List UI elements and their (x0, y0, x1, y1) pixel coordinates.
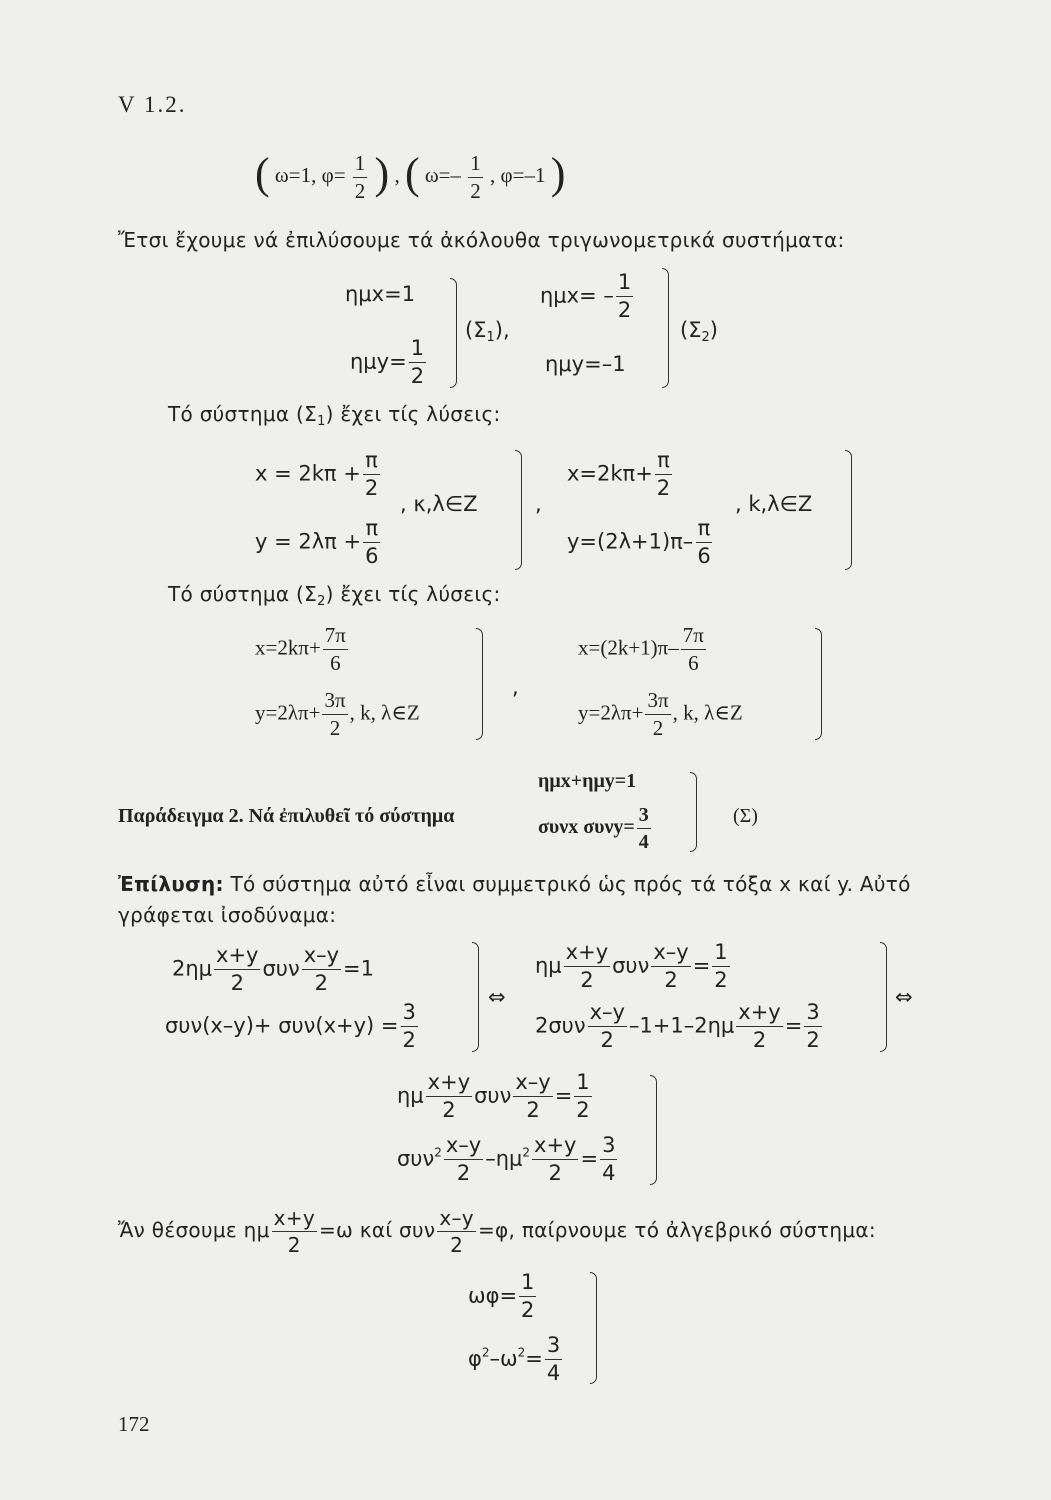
eq-left-row1: 2ημ $\frac{x+y}{2}$ συν $\frac{x-y}{2}$ =1 (172, 943, 375, 995)
sys1-row1: ημx=1 (345, 282, 416, 306)
sys2-label: $(\Sigma_2)$ (680, 318, 718, 345)
brace (450, 278, 457, 388)
alg-row2: $\varphi^2-\omega^2=$ $\frac{3}{4}$ (468, 1333, 561, 1385)
sys1-row2: ημy= $\frac{1}{2}$ (350, 336, 425, 388)
fraction: $\frac{3}{4}$ (602, 1133, 616, 1185)
sol1-right-domain: , k,λ∈Z (735, 492, 813, 516)
fraction: $\frac{1}{2}$ (521, 1270, 535, 1322)
fraction: $\frac{3}{4}$ (546, 1333, 561, 1385)
eq-right-row1: ημ $\frac{x+y}{2}$ συν $\frac{x-y}{2}$ = $\frac{1}{2}$ (535, 940, 728, 992)
pair1-text: ω=1, φ= (274, 163, 346, 187)
sol1-title: Τό σύστημα $(\Sigma_1)$ ἔχει τίς λύσεις: (168, 402, 501, 429)
fraction: $\frac{x-y}{2}$ (439, 1206, 474, 1257)
brace (662, 268, 669, 388)
sol1-right-row1: x=2kπ+ $\frac{\pi}{2}$ (567, 448, 671, 500)
brace (472, 942, 479, 1052)
sol2-left-row2: y=2λπ+ $\frac{3\pi}{2}$ , k, λ∈Z (255, 688, 420, 740)
fraction: $\frac{3}{2}$ (402, 1000, 416, 1052)
sol2-right-row1: x=(2k+1)π– $\frac{7\pi}{6}$ (578, 623, 704, 675)
sol2-comma: , (512, 675, 519, 699)
sys2-row2: ημy=–1 (545, 352, 626, 376)
solution-line2: γράφεται ἰσοδύναμα: (118, 903, 337, 927)
fraction: $\frac{x-y}{2}$ (445, 1133, 482, 1185)
pair2-text: ω=– (424, 163, 462, 187)
brace (815, 628, 822, 740)
fraction: $\frac{x+y}{2}$ (216, 943, 259, 995)
alg-row1: ωφ= $\frac{1}{2}$ (468, 1270, 535, 1322)
fraction: $\frac{x-y}{2}$ (515, 1070, 551, 1122)
example-label: (Σ) (733, 805, 758, 827)
fraction: $\frac{x-y}{2}$ (653, 940, 689, 992)
fraction: $\frac{1}{2}$ (410, 336, 425, 388)
substitution-line: Ἄν θέσουμε ημ $\frac{x+y}{2}$ =ω καί συν $\frac{x-y}{2}$ =φ, παίρνουμε τό ἀλγεβρικό σύστημα: (118, 1206, 876, 1257)
fraction: $\frac{\pi}{2}$ (656, 448, 671, 500)
eq3-row2: συν$^2$ $\frac{x-y}{2}$ $-\eta\mu^2$ $\frac{x+y}{2}$ = $\frac{3}{4}$ (397, 1133, 616, 1185)
eq-left-row2: συν(x–y)+ συν(x+y) = $\frac{3}{2}$ (165, 1000, 416, 1052)
fraction: $\frac{x-y}{2}$ (303, 943, 340, 995)
fraction: $\frac{3\pi}{2}$ (647, 688, 669, 740)
fraction: $\frac{3}{2}$ (806, 1000, 820, 1052)
fraction: $\frac{1}{2}$ (576, 1070, 590, 1122)
eq3-row1: ημ $\frac{x+y}{2}$ συν $\frac{x-y}{2}$ = $\frac{1}{2}$ (397, 1070, 590, 1122)
fraction: $\frac{1}{2}$ (354, 150, 366, 203)
equivalence-arrow: ⇔ (488, 985, 506, 1009)
fraction: $\frac{\pi}{6}$ (697, 516, 711, 568)
sol1-right-row2: y=(2λ+1)π– $\frac{\pi}{6}$ (567, 516, 711, 568)
brace (515, 450, 522, 570)
eq-right-row2: 2συν $\frac{x-y}{2}$ –1+1–2ημ $\frac{x+y}{2}$ = $\frac{3}{2}$ (535, 1000, 820, 1052)
fraction: $\frac{x+y}{2}$ (534, 1133, 577, 1185)
example-title: Παράδειγμα 2. Νά ἐπιλυθεῖ τό σύστημα (118, 805, 455, 827)
section-header: V 1.2. (118, 92, 187, 117)
fraction: $\frac{3\pi}{2}$ (324, 688, 346, 740)
page-number: 172 (118, 1412, 150, 1436)
fraction: $\frac{x+y}{2}$ (273, 1206, 315, 1257)
sol1-left-domain: , κ,λ∈Z (400, 492, 478, 516)
fraction: $\frac{7\pi}{6}$ (324, 623, 346, 675)
fraction: $\frac{3}{4}$ (638, 804, 649, 853)
brace (650, 1075, 657, 1185)
solution-line1: Ἐπίλυση: Τό σύστημα αὐτό εἶναι συμμετρικό ὡς πρός τά τόξα x καί y. Αὐτό (118, 872, 911, 896)
brace (590, 1272, 597, 1384)
example-row2: συνx συνy= $\frac{3}{4}$ (538, 804, 649, 853)
brace (845, 450, 852, 570)
separator: , (394, 163, 400, 187)
sol2-title: Τό σύστημα $(\Sigma_2)$ ἔχει τίς λύσεις: (168, 582, 501, 609)
sol1-comma: , (535, 492, 542, 516)
sys2-row1: ημx= – $\frac{1}{2}$ (540, 270, 632, 322)
fraction: $\frac{1}{2}$ (470, 150, 481, 203)
sol2-left-row1: x=2kπ+ $\frac{7\pi}{6}$ (255, 623, 346, 675)
fraction: $\frac{x-y}{2}$ (589, 1000, 625, 1052)
fraction: $\frac{x+y}{2}$ (738, 1000, 781, 1052)
fraction: $\frac{x+y}{2}$ (427, 1070, 471, 1122)
brace (690, 772, 697, 852)
fraction: $\frac{1}{2}$ (617, 270, 632, 322)
fraction: $\frac{7\pi}{6}$ (682, 623, 704, 675)
brace (476, 628, 483, 740)
sol2-right-row2: y=2λπ+ $\frac{3\pi}{2}$ , k, λ∈Z (578, 688, 743, 740)
fraction: $\frac{\pi}{2}$ (364, 448, 379, 500)
example-row1: ημx+ημy=1 (538, 770, 637, 792)
fraction: $\frac{1}{2}$ (714, 940, 728, 992)
sys1-label: $(\Sigma_1)$, (465, 318, 510, 345)
fraction: $\frac{x+y}{2}$ (565, 940, 609, 992)
solution-pairs: ( ω=1, φ= $\frac{1}{2}$ ) , ( ω=– $\frac{1}{2}$ , φ=–1 ) (255, 149, 566, 203)
intro-text: Ἔτσι ἔχουμε νά ἐπιλύσουμε τά ἀκόλουθα τριγωνομετρικά συστήματα: (118, 228, 845, 252)
fraction: $\frac{\pi}{6}$ (365, 516, 379, 568)
brace (880, 942, 887, 1052)
equivalence-arrow: ⇔ (895, 985, 913, 1009)
sol1-left-row1: x = 2kπ + $\frac{\pi}{2}$ (255, 448, 379, 500)
sol1-left-row2: y = 2λπ + $\frac{\pi}{6}$ (255, 516, 379, 568)
pair2-phi: , φ=–1 (490, 163, 546, 187)
